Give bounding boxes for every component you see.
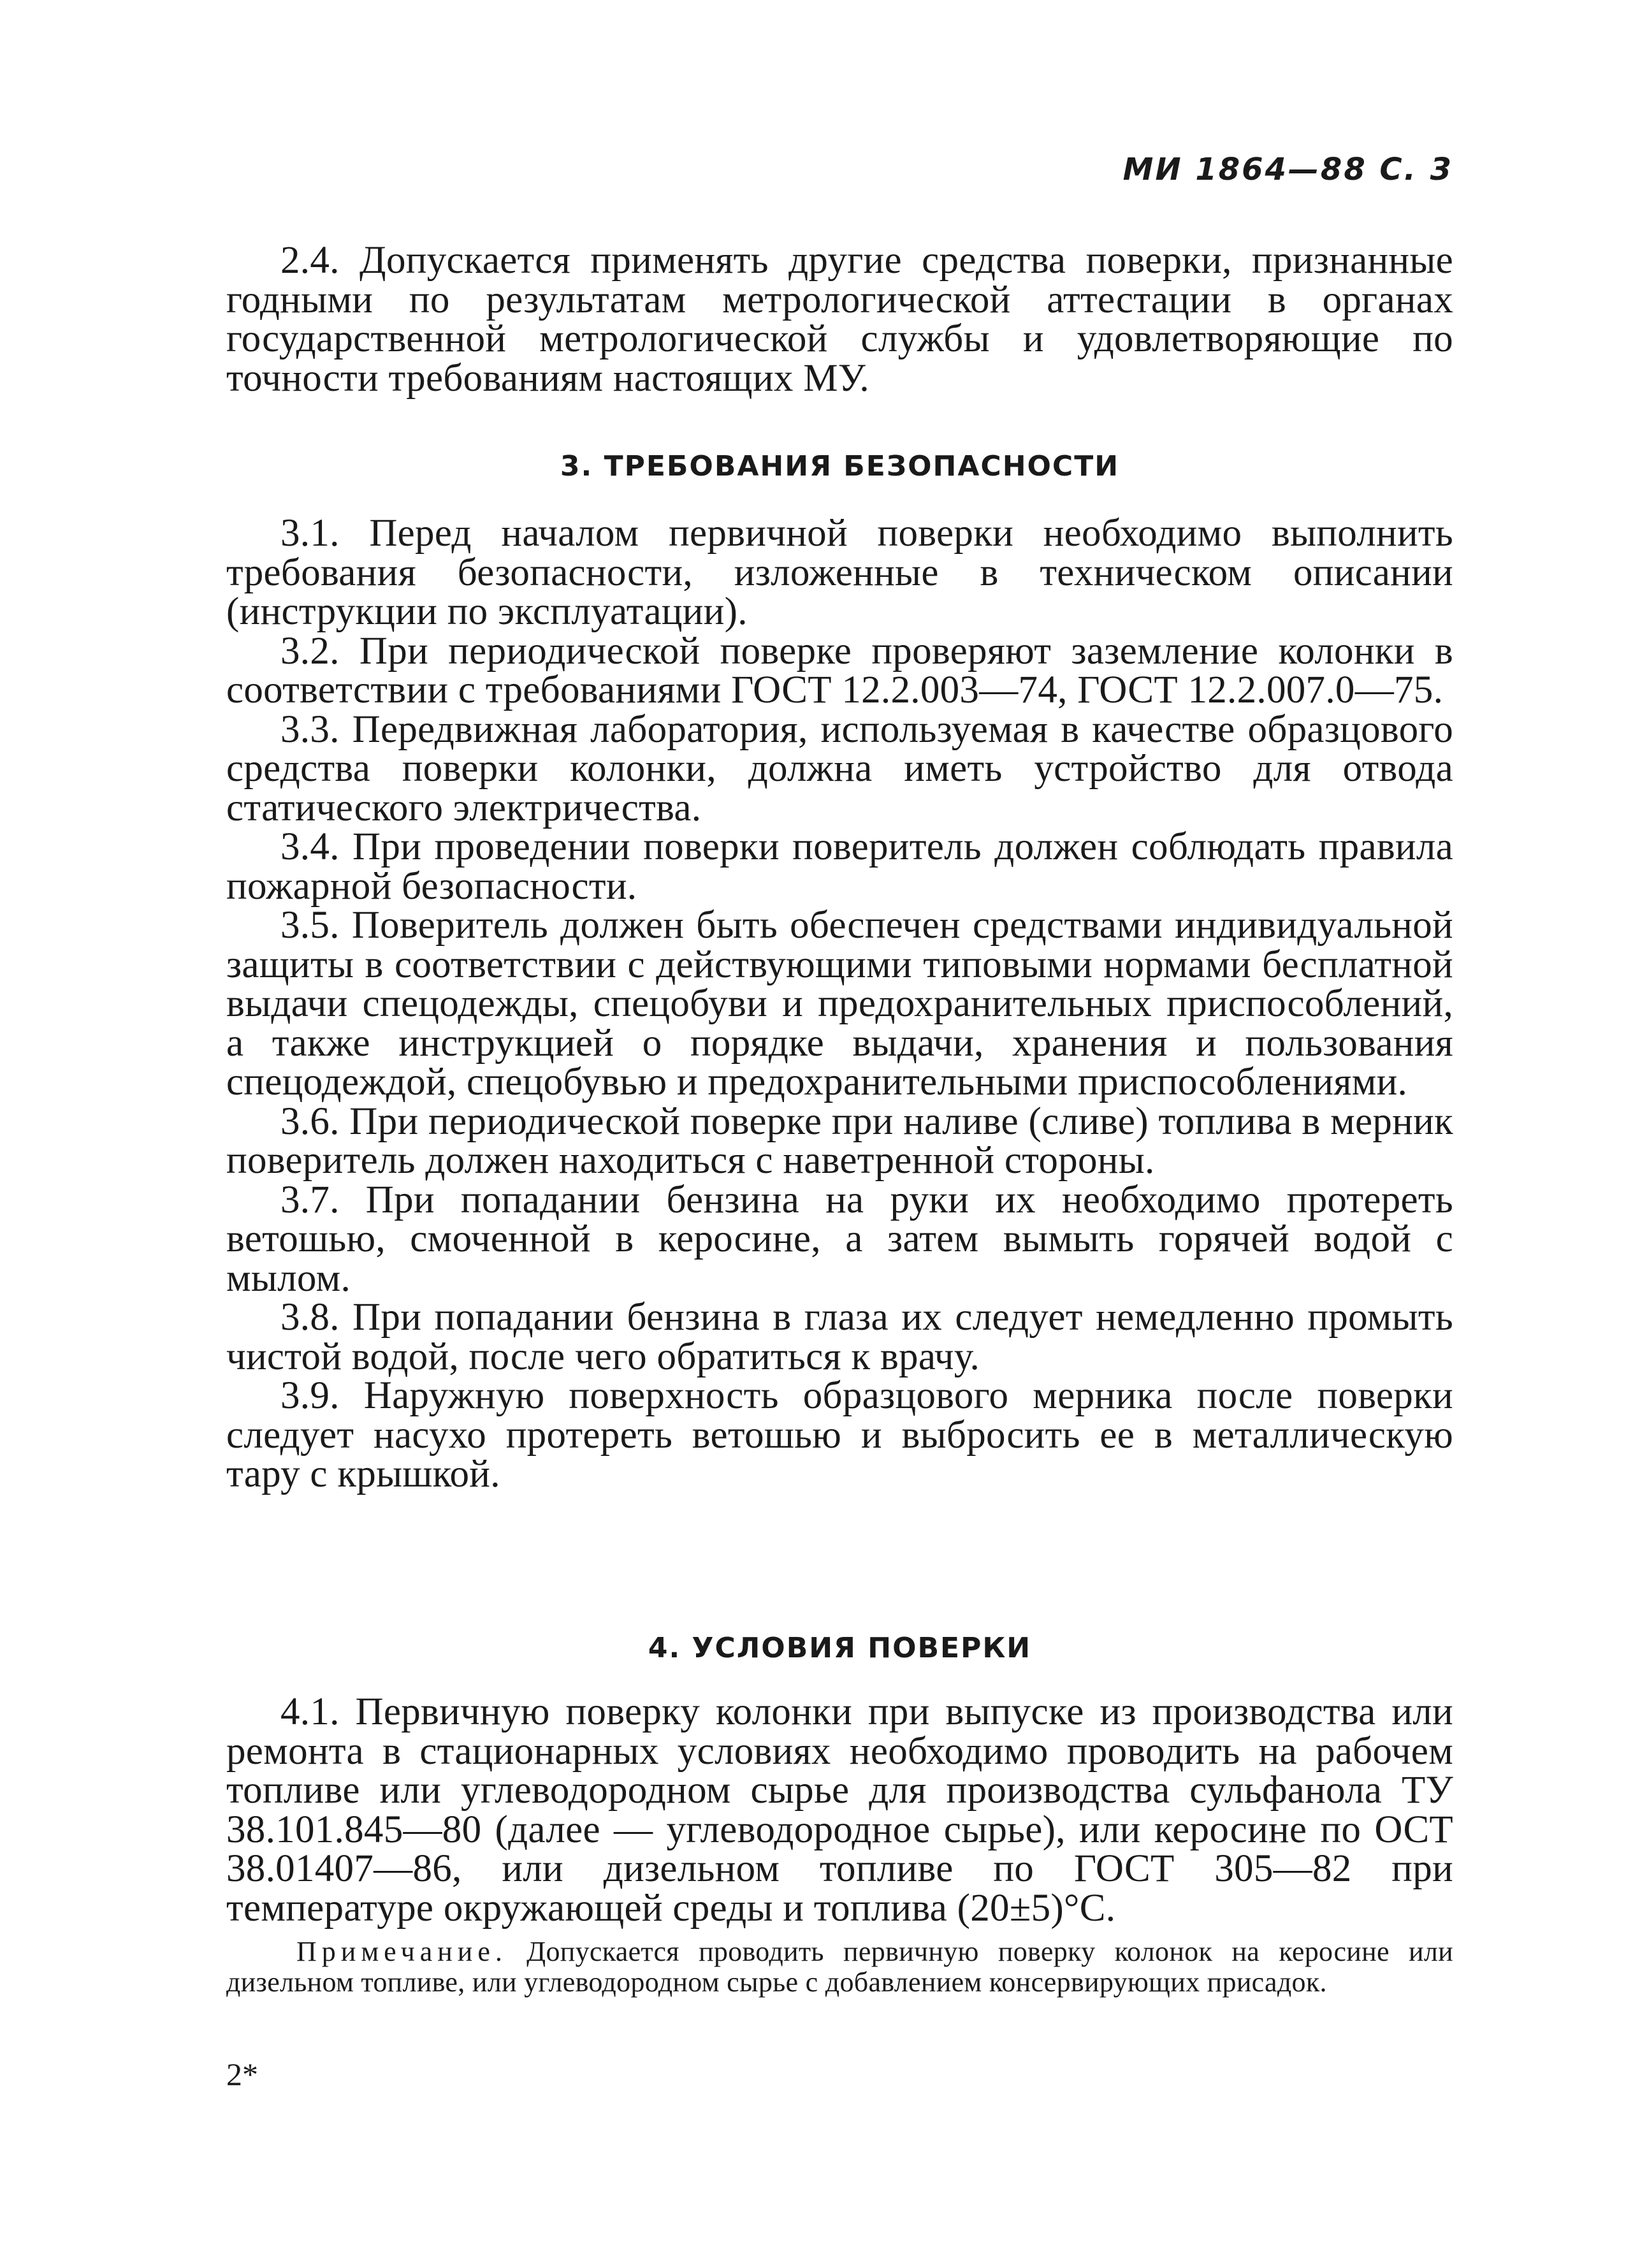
paragraph-3-1: 3.1. Перед началом первичной поверки необходимо выполнить требования безопасности, изложенные в техническом описании (инструкции по эксплуатации). [226, 512, 1453, 633]
paragraph-3-6: 3.6. При периодической поверке при наливе (сливе) топлива в мерник поверитель должен находиться с наветренной стороны. [226, 1100, 1453, 1182]
paragraph-3-8: 3.8. При попадании бензина в глаза их следует немедленно промыть чистой водой, после чего обратиться к врачу. [226, 1296, 1453, 1378]
section-4-heading-block [226, 1632, 1453, 1664]
note-label: Примечание. [296, 1936, 507, 1967]
section-3-heading-block [226, 450, 1453, 483]
section-4-heading: 4. УСЛОВИЯ ПОВЕРКИ [648, 1632, 1032, 1664]
paragraph-3-3: 3.3. Передвижная лаборатория, используемая в качестве образцового средства поверки колонки, должна иметь устройство для отвода статического электричества. [226, 708, 1453, 829]
paragraph-3-2: 3.2. При периодической поверке проверяют заземление колонки в соответствии с требованиями ГОСТ 12.2.003—74, ГОСТ 12.2.007.0—75. [226, 629, 1453, 711]
note-paragraph [226, 1937, 1453, 1998]
paragraph-3-5: 3.5. Поверитель должен быть обеспечен средствами индивидуальной защиты в соответствии с действующими типовыми нормами бесплатной выдачи спецодежды, спецобуви и предохранительных приспособлений, а также инструкцией о порядке выдачи, хранения и пользования спецодеждой, спецобувью и предохранительными приспособлениями. [226, 904, 1453, 1103]
document-page [226, 0, 1453, 2268]
section-3-heading: 3. ТРЕБОВАНИЯ БЕЗОПАСНОСТИ [560, 450, 1120, 483]
note-text: Допускается проводить первичную поверку колонок на керосине или дизельном топливе, или углеводородном сырье с добавлением консервирующих присадок. [226, 1936, 1453, 1998]
paragraph-4-1: 4.1. Первичную поверку колонки при выпуске из производства или ремонта в стационарных условиях необходимо проводить на рабочем топливе или углеводородном сырье для производства сульфанола ТУ 38.101.845—80 (далее — углеводородное сырье), или керосине по ОСТ 38.01407—86, или дизельном топливе по ГОСТ 305—82 при температуре окружающей среды и топлива (20±5)°С. [226, 1690, 1453, 1930]
paragraph-3-9: 3.9. Наружную поверхность образцового мерника после поверки следует насухо протереть ветошью и выбросить ее в металлическую тару с крышкой. [226, 1374, 1453, 1495]
paragraph-3-7: 3.7. При попадании бензина на руки их необходимо протереть ветошью, смоченной в керосине, а затем вымыть горячей водой с мылом. [226, 1178, 1453, 1300]
signature-mark: 2* [226, 2056, 258, 2092]
section-2-4 [226, 241, 1453, 398]
section-4-body [226, 1692, 1453, 1998]
section-3-body [226, 514, 1453, 1494]
paragraph-3-4: 3.4. При проведении поверки поверитель должен соблюдать правила пожарной безопасности. [226, 825, 1453, 908]
document-header: МИ 1864—88 С. 3 [1122, 152, 1453, 187]
paragraph-2-4: 2.4. Допускается применять другие средства поверки, признанные годными по результатам метрологической аттестации в органах государственной метрологической службы и удовлетворяющие по точности требованиям настоящих МУ. [226, 239, 1453, 400]
